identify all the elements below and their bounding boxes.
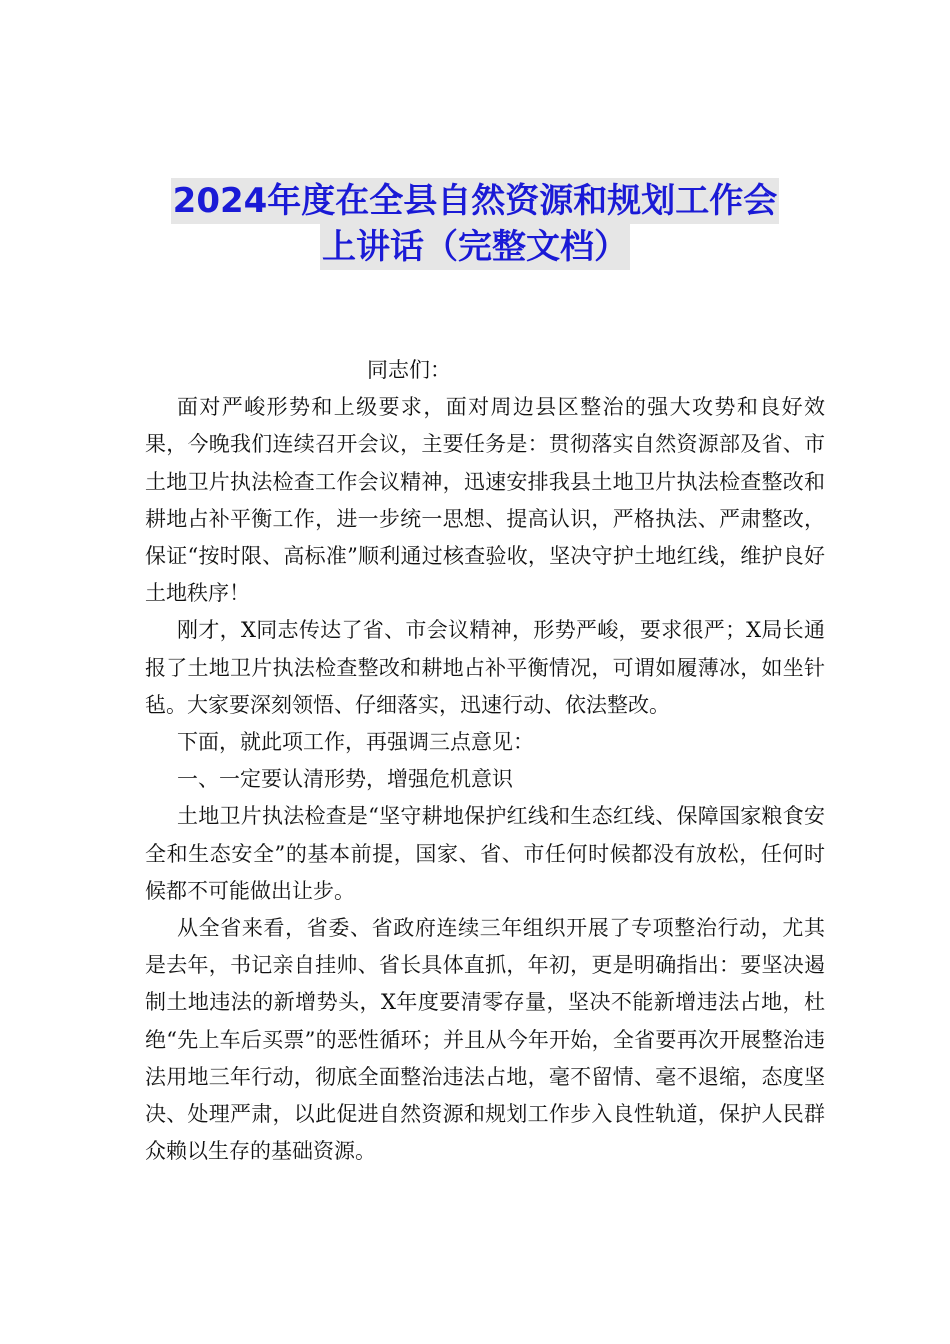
section-heading: 一、一定要认清形势，增强危机意识: [177, 767, 513, 792]
title-line-1: 2024年度在全县自然资源和规划工作会: [171, 178, 780, 224]
salutation: 同志们：: [367, 358, 451, 382]
document-body: [145, 352, 825, 1170]
paragraph: 面对严峻形势和上级要求，面对周边县区整治的强大攻势和良好效果，今晚我们连续召开会议，主要任务是：贯彻落实自然资源部及省、市土地卫片执法检查工作会议精神，迅速安排我县土地卫片执法检查整改和耕地占补平衡工作，进一步统一思想、提高认识，严格执法、严肃整改，保证“按时限、高标准”顺利通过核查验收，坚决守护土地红线，维护良好土地秩序！: [145, 395, 825, 606]
title-line-2: 上讲话（完整文档）: [320, 224, 630, 270]
paragraph: 下面，就此项工作，再强调三点意见：: [177, 730, 534, 755]
paragraph: 刚才，X同志传达了省、市会议精神，形势严峻，要求很严；X局长通报了土地卫片执法检查整改和耕地占补平衡情况，可谓如履薄冰，如坐针毡。大家要深刻领悟、仔细落实，迅速行动、依法整改。: [145, 618, 825, 717]
paragraph: 从全省来看，省委、省政府连续三年组织开展了专项整治行动，尤其是去年，书记亲自挂帅、省长具体直抓，年初，更是明确指出：要坚决遏制土地违法的新增势头，X年度要清零存量，坚决不能新增违法占地，杜绝“先上车后买票”的恶性循环；并且从今年开始，全省要再次开展整治违法用地三年行动，彻底全面整治违法占地，毫不留情、毫不退缩，态度坚决、处理严肃，以此促进自然资源和规划工作步入良性轨道，保护人民群众赖以生存的基础资源。: [145, 916, 825, 1164]
paragraph: 土地卫片执法检查是“坚守耕地保护红线和生态红线、保障国家粮食安全和生态安全”的基本前提，国家、省、市任何时候都没有放松，任何时候都不可能做出让步。: [145, 804, 825, 903]
document-title: [0, 178, 950, 270]
